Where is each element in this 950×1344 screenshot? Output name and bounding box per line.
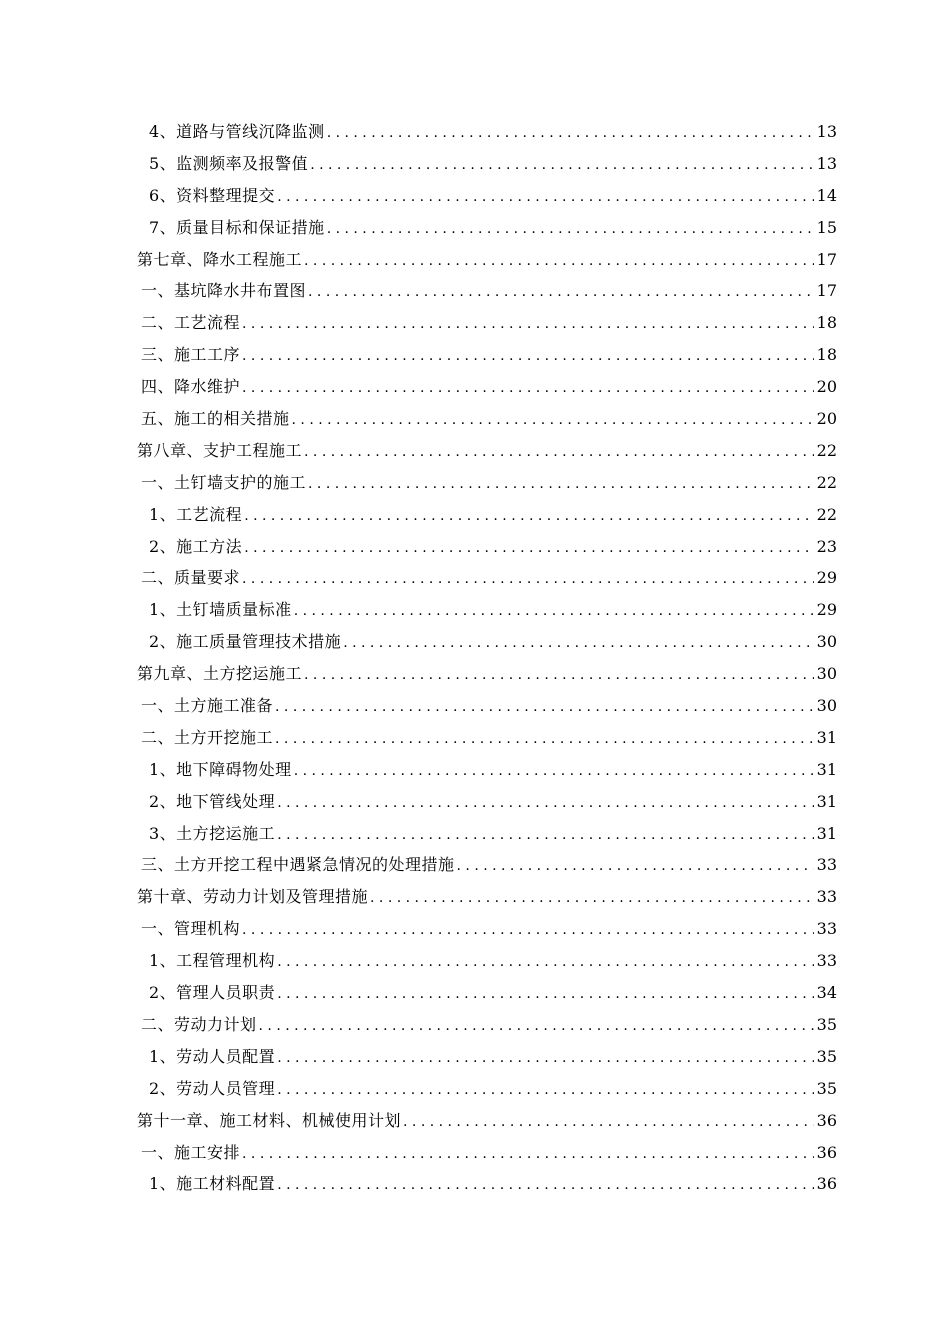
toc-entry-page-number: 35	[816, 1078, 837, 1098]
toc-dot-leader	[244, 533, 813, 565]
toc-entry-title: 二、质量要求	[141, 568, 241, 588]
toc-entry-page-number: 34	[816, 983, 837, 1003]
toc-dot-leader	[294, 596, 814, 628]
toc-entry[interactable]	[137, 977, 837, 1009]
toc-entry-page-number: 20	[816, 377, 837, 397]
toc-dot-leader	[242, 373, 814, 405]
toc-dot-leader	[457, 851, 814, 883]
toc-dot-leader	[275, 692, 814, 724]
toc-dot-leader	[277, 1075, 813, 1107]
toc-dot-leader	[308, 277, 814, 309]
toc-entry-page-number: 22	[816, 504, 837, 524]
toc-dot-leader	[343, 628, 813, 660]
toc-entry[interactable]	[137, 531, 837, 563]
toc-entry-page-number: 31	[816, 823, 837, 843]
toc-entry-title: 1、施工材料配置	[149, 1174, 276, 1194]
toc-entry-title: 四、降水维护	[141, 377, 241, 397]
toc-entry-title: 二、土方开挖施工	[141, 727, 274, 747]
toc-entry-title: 一、土方施工准备	[141, 696, 274, 716]
toc-entry-page-number: 29	[816, 600, 837, 620]
toc-entry[interactable]	[137, 371, 837, 403]
toc-entry-title: 1、土钉墙质量标准	[149, 600, 292, 620]
toc-dot-leader	[275, 724, 814, 756]
toc-dot-leader	[294, 756, 814, 788]
toc-entry[interactable]	[137, 1041, 837, 1073]
toc-dot-leader	[277, 182, 813, 214]
toc-entry-page-number: 13	[816, 122, 837, 141]
toc-entry-page-number: 33	[816, 951, 837, 971]
toc-dot-leader	[242, 564, 814, 596]
toc-entry-page-number: 29	[816, 568, 837, 588]
toc-entry-page-number: 20	[816, 409, 837, 429]
toc-entry-title: 一、管理机构	[141, 919, 241, 939]
toc-entry-page-number: 23	[816, 536, 837, 556]
toc-dot-leader	[308, 469, 814, 501]
toc-entry-title: 2、施工方法	[149, 536, 243, 556]
toc-entry-title: 一、土钉墙支护的施工	[141, 472, 307, 492]
toc-entry[interactable]	[137, 180, 837, 212]
toc-entry[interactable]	[137, 307, 837, 339]
toc-entry-title: 三、土方开挖工程中遇紧急情况的处理措施	[141, 855, 455, 875]
toc-entry[interactable]	[137, 658, 837, 690]
toc-entry[interactable]	[137, 722, 837, 754]
toc-dot-leader	[277, 820, 813, 852]
toc-entry-title: 一、施工安排	[141, 1142, 241, 1162]
toc-entry-title: 2、施工质量管理技术措施	[149, 632, 342, 652]
toc-entry-page-number: 33	[816, 855, 837, 875]
toc-dot-leader	[403, 1107, 814, 1139]
toc-entry-title: 2、地下管线处理	[149, 791, 276, 811]
toc-entry[interactable]	[137, 339, 837, 371]
toc-entry-page-number: 17	[816, 281, 837, 301]
toc-entry-page-number: 14	[816, 185, 837, 205]
toc-entry-page-number: 33	[816, 919, 837, 939]
toc-entry-title: 第九章、土方挖运施工	[137, 664, 303, 684]
toc-entry-page-number: 31	[816, 791, 837, 811]
toc-entry[interactable]	[137, 148, 837, 180]
toc-entry-title: 三、施工工序	[141, 345, 241, 365]
toc-dot-leader	[277, 947, 813, 979]
toc-entry-title: 4、道路与管线沉降监测	[149, 122, 325, 141]
toc-dot-leader	[242, 309, 814, 341]
toc-dot-leader	[259, 1011, 814, 1043]
toc-entry[interactable]	[137, 1137, 837, 1169]
toc-entry-page-number: 22	[816, 472, 837, 492]
toc-entry-title: 1、地下障碍物处理	[149, 759, 292, 779]
toc-entry-page-number: 30	[816, 664, 837, 684]
toc-entry[interactable]	[137, 435, 837, 467]
toc-entry-page-number: 13	[816, 153, 837, 173]
toc-entry[interactable]	[137, 881, 837, 913]
toc-entry-page-number: 18	[816, 313, 837, 333]
toc-dot-leader	[277, 788, 813, 820]
toc-dot-leader	[327, 214, 814, 246]
toc-entry-title: 二、劳动力计划	[141, 1014, 257, 1034]
toc-entry[interactable]	[137, 403, 837, 435]
toc-dot-leader	[242, 915, 814, 947]
toc-dot-leader	[310, 150, 813, 182]
toc-entry-title: 第十一章、施工材料、机械使用计划	[137, 1110, 402, 1130]
toc-entry-page-number: 36	[816, 1142, 837, 1162]
toc-entry-page-number: 35	[816, 1014, 837, 1034]
toc-entry[interactable]	[137, 1105, 837, 1137]
toc-entry[interactable]	[137, 849, 837, 881]
toc-dot-leader	[304, 437, 814, 469]
toc-dot-leader	[304, 660, 814, 692]
toc-entry[interactable]	[137, 244, 837, 276]
toc-dot-leader	[370, 883, 814, 915]
toc-entry[interactable]	[137, 467, 837, 499]
toc-entry-title: 第十章、劳动力计划及管理措施	[137, 887, 369, 907]
toc-entry-title: 一、基坑降水井布置图	[141, 281, 307, 301]
toc-entry[interactable]	[137, 945, 837, 977]
toc-entry-title: 2、劳动人员管理	[149, 1078, 276, 1098]
toc-entry[interactable]	[137, 754, 837, 786]
toc-entry-page-number: 31	[816, 759, 837, 779]
toc-entry-page-number: 30	[816, 696, 837, 716]
toc-entry[interactable]	[137, 116, 837, 148]
toc-dot-leader	[277, 1043, 813, 1075]
toc-entry-title: 五、施工的相关措施	[141, 409, 290, 429]
toc-entry-page-number: 18	[816, 345, 837, 365]
toc-entry-page-number: 22	[816, 440, 837, 460]
toc-entry-page-number: 17	[816, 249, 837, 269]
toc-entry-page-number: 36	[816, 1110, 837, 1130]
toc-entry[interactable]	[137, 690, 837, 722]
toc-entry-title: 3、土方挖运施工	[149, 823, 276, 843]
toc-dot-leader	[292, 405, 814, 437]
toc-entry-title: 5、监测频率及报警值	[149, 153, 309, 173]
toc-entry[interactable]	[137, 913, 837, 945]
toc-dot-leader	[244, 501, 813, 533]
toc-dot-leader	[277, 979, 813, 1011]
toc-entry[interactable]	[137, 626, 837, 658]
toc-entry-page-number: 31	[816, 727, 837, 747]
toc-dot-leader	[242, 341, 814, 373]
table-of-contents	[137, 116, 837, 1200]
toc-entry-page-number: 30	[816, 632, 837, 652]
toc-entry[interactable]	[137, 786, 837, 818]
toc-entry-title: 第七章、降水工程施工	[137, 249, 303, 269]
toc-entry[interactable]	[137, 818, 837, 850]
toc-entry[interactable]	[137, 562, 837, 594]
toc-entry-title: 二、工艺流程	[141, 313, 241, 333]
toc-entry[interactable]	[137, 275, 837, 307]
toc-entry-title: 1、工艺流程	[149, 504, 243, 524]
toc-entry-title: 1、工程管理机构	[149, 951, 276, 971]
toc-entry-page-number: 33	[816, 887, 837, 907]
toc-entry[interactable]	[137, 1073, 837, 1105]
toc-entry[interactable]	[137, 594, 837, 626]
toc-dot-leader	[304, 246, 814, 278]
toc-entry-title: 7、质量目标和保证措施	[149, 217, 325, 237]
toc-dot-leader	[327, 118, 814, 150]
toc-entry-page-number: 36	[816, 1174, 837, 1194]
toc-dot-leader	[242, 1139, 814, 1171]
toc-entry-page-number: 15	[816, 217, 837, 237]
toc-dot-leader	[277, 1170, 813, 1202]
toc-entry-title: 第八章、支护工程施工	[137, 440, 303, 460]
toc-entry-title: 6、资料整理提交	[149, 185, 276, 205]
toc-entry[interactable]	[137, 1009, 837, 1041]
toc-entry-page-number: 35	[816, 1046, 837, 1066]
toc-entry-title: 2、管理人员职责	[149, 983, 276, 1003]
toc-entry[interactable]	[137, 212, 837, 244]
toc-entry-title: 1、劳动人员配置	[149, 1046, 276, 1066]
toc-entry[interactable]	[137, 1168, 837, 1200]
toc-entry[interactable]	[137, 499, 837, 531]
